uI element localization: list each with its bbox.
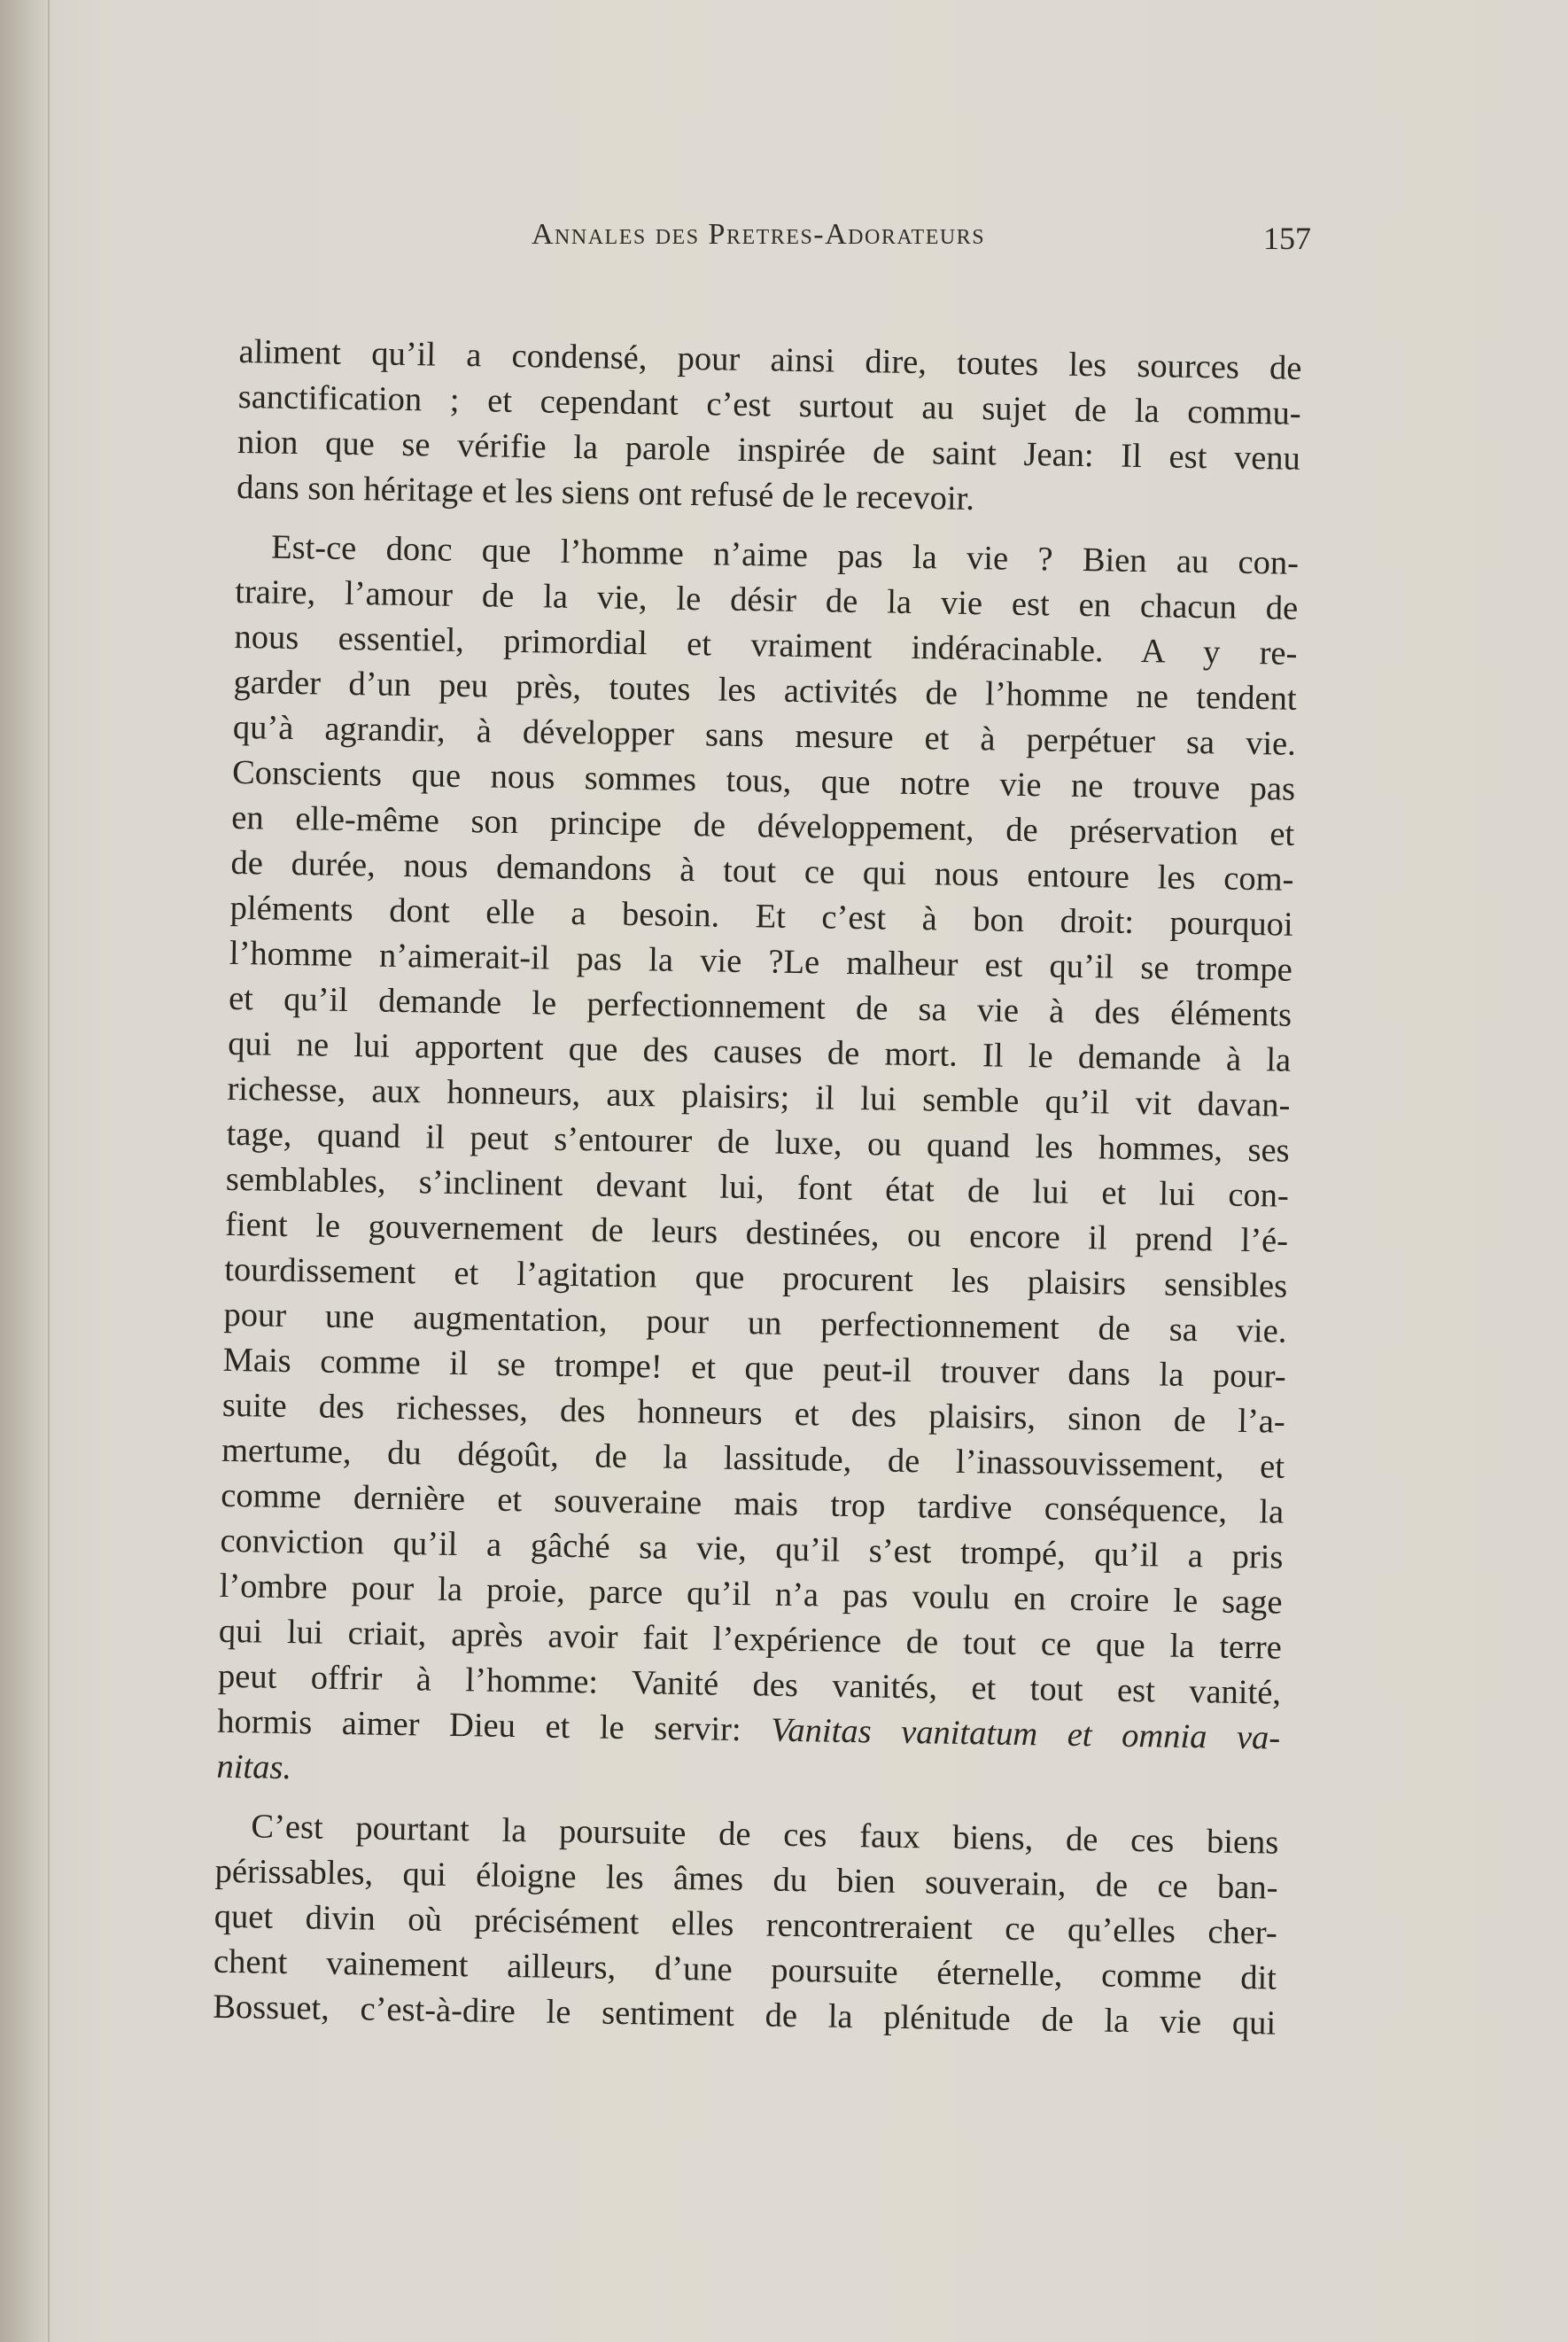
text-line: Bossuet, c’est-à-dire le sentiment de la plénitude de la vie qui bbox=[212, 1988, 1277, 2042]
text-line: l’homme n’aimerait-il pas la vie ?Le malheur est qu’il se trompe bbox=[229, 934, 1293, 989]
text-line: fient le gouvernement de leurs destinées, ou encore il prend l’é- bbox=[224, 1205, 1289, 1260]
text-line: tourdissement et l’agitation que procurent les plaisirs sensibles bbox=[224, 1250, 1288, 1305]
text-line: conviction qu’il a gâché sa vie, qu’il s’est trompé, qu’il a pris bbox=[220, 1521, 1284, 1576]
text-line: qu’à agrandir, à développer sans mesure et à perpétuer sa vie. bbox=[232, 708, 1297, 763]
paragraph-3 bbox=[213, 1804, 1279, 2047]
paragraph-2 bbox=[216, 525, 1299, 1807]
text-line: richesse, aux honneurs, aux plaisirs; il lui semble qu’il vit davan- bbox=[227, 1070, 1291, 1124]
paragraph-1 bbox=[237, 330, 1302, 527]
text-line: chent vainement ailleurs, d’une poursuite éternelle, comme dit bbox=[213, 1942, 1277, 1997]
text-line: pléments dont elle a besoin. Et c’est à bon droit: pourquoi bbox=[229, 889, 1293, 944]
text-line: suite des richesses, des honneurs et des plaisirs, sinon de l’a- bbox=[221, 1386, 1286, 1441]
text-line: traire, l’amour de la vie, le désir de la vie est en chacun de bbox=[235, 572, 1299, 627]
text-line: nion que se vérifie la parole inspirée de saint Jean: Il est venu bbox=[237, 423, 1301, 478]
text-line: pour une augmentation, pour un perfectionnement de sa vie. bbox=[223, 1295, 1287, 1350]
text-line: C’est pourtant la poursuite de ces faux biens, de ces biens bbox=[251, 1808, 1279, 1862]
text-line: qui ne lui apportent que des causes de mort. Il le demande à la bbox=[228, 1024, 1292, 1079]
text-line: mertume, du dégoût, de la lassitude, de l’inassouvissement, et bbox=[221, 1431, 1285, 1486]
text-line: en elle-même son principe de développement, de préservation et bbox=[231, 798, 1295, 853]
page-number: 157 bbox=[1263, 221, 1311, 256]
text-line: périssables, qui éloigne les âmes du bien souverain, de ce ban- bbox=[214, 1852, 1278, 1907]
body-text bbox=[213, 330, 1302, 2047]
text-line: Conscients que nous sommes tous, que notre vie ne trouve pas bbox=[231, 753, 1296, 808]
text-line: garder d’un peu près, toutes les activités de l’homme ne tendent bbox=[233, 663, 1297, 718]
binding-edge bbox=[48, 0, 50, 2342]
text-line: sanctification ; et cependant c’est surtout au sujet de la commu- bbox=[237, 377, 1301, 432]
text-line: l’ombre pour la proie, parce qu’il n’a pas voulu en croire le sage bbox=[219, 1567, 1283, 1622]
text-line: tage, quand il peut s’entourer de luxe, ou quand les hommes, ses bbox=[226, 1115, 1290, 1170]
text-line: peut offrir à l’homme: Vanité des vanités, et tout est vanité, bbox=[217, 1657, 1282, 1712]
text-line: quet divin où précisément elles rencontreraient ce qu’elles cher- bbox=[213, 1897, 1278, 1952]
gutter-shadow bbox=[0, 0, 53, 2342]
text-line: et qu’il demande le perfectionnement de sa vie à des éléments bbox=[228, 979, 1292, 1034]
latin-quote-end: nitas. bbox=[216, 1747, 292, 1787]
text-line: de durée, nous demandons à tout ce qui nous entoure les com- bbox=[230, 844, 1294, 899]
text-line: qui lui criait, après avoir fait l’expérience de tout ce que la terre bbox=[218, 1612, 1283, 1667]
closing-plain: hormis aimer Dieu et le servir: bbox=[216, 1702, 772, 1749]
text-line: semblables, s’inclinent devant lui, font état de lui et lui con- bbox=[225, 1160, 1290, 1215]
text-line: Mais comme il se trompe! et que peut-il trouver dans la pour- bbox=[222, 1341, 1286, 1396]
text-line: Est-ce donc que l’homme n’aime pas la vie ? Bien au con- bbox=[270, 528, 1300, 582]
text-line: aliment qu’il a condensé, pour ainsi dire, toutes les sources de bbox=[238, 332, 1302, 387]
latin-quote: Vanitas vanitatum et omnia va- bbox=[770, 1711, 1281, 1757]
page-header bbox=[496, 213, 1311, 266]
text-line: dans son héritage et les siens ont refusé de le recevoir. bbox=[236, 468, 975, 518]
running-title: Annales des Pretres-Adorateurs bbox=[532, 218, 986, 251]
text-line: nous essentiel, primordial et vraiment indéracinable. A y re- bbox=[234, 618, 1298, 673]
text-line: comme dernière et souveraine mais trop tardive conséquence, la bbox=[220, 1476, 1285, 1531]
